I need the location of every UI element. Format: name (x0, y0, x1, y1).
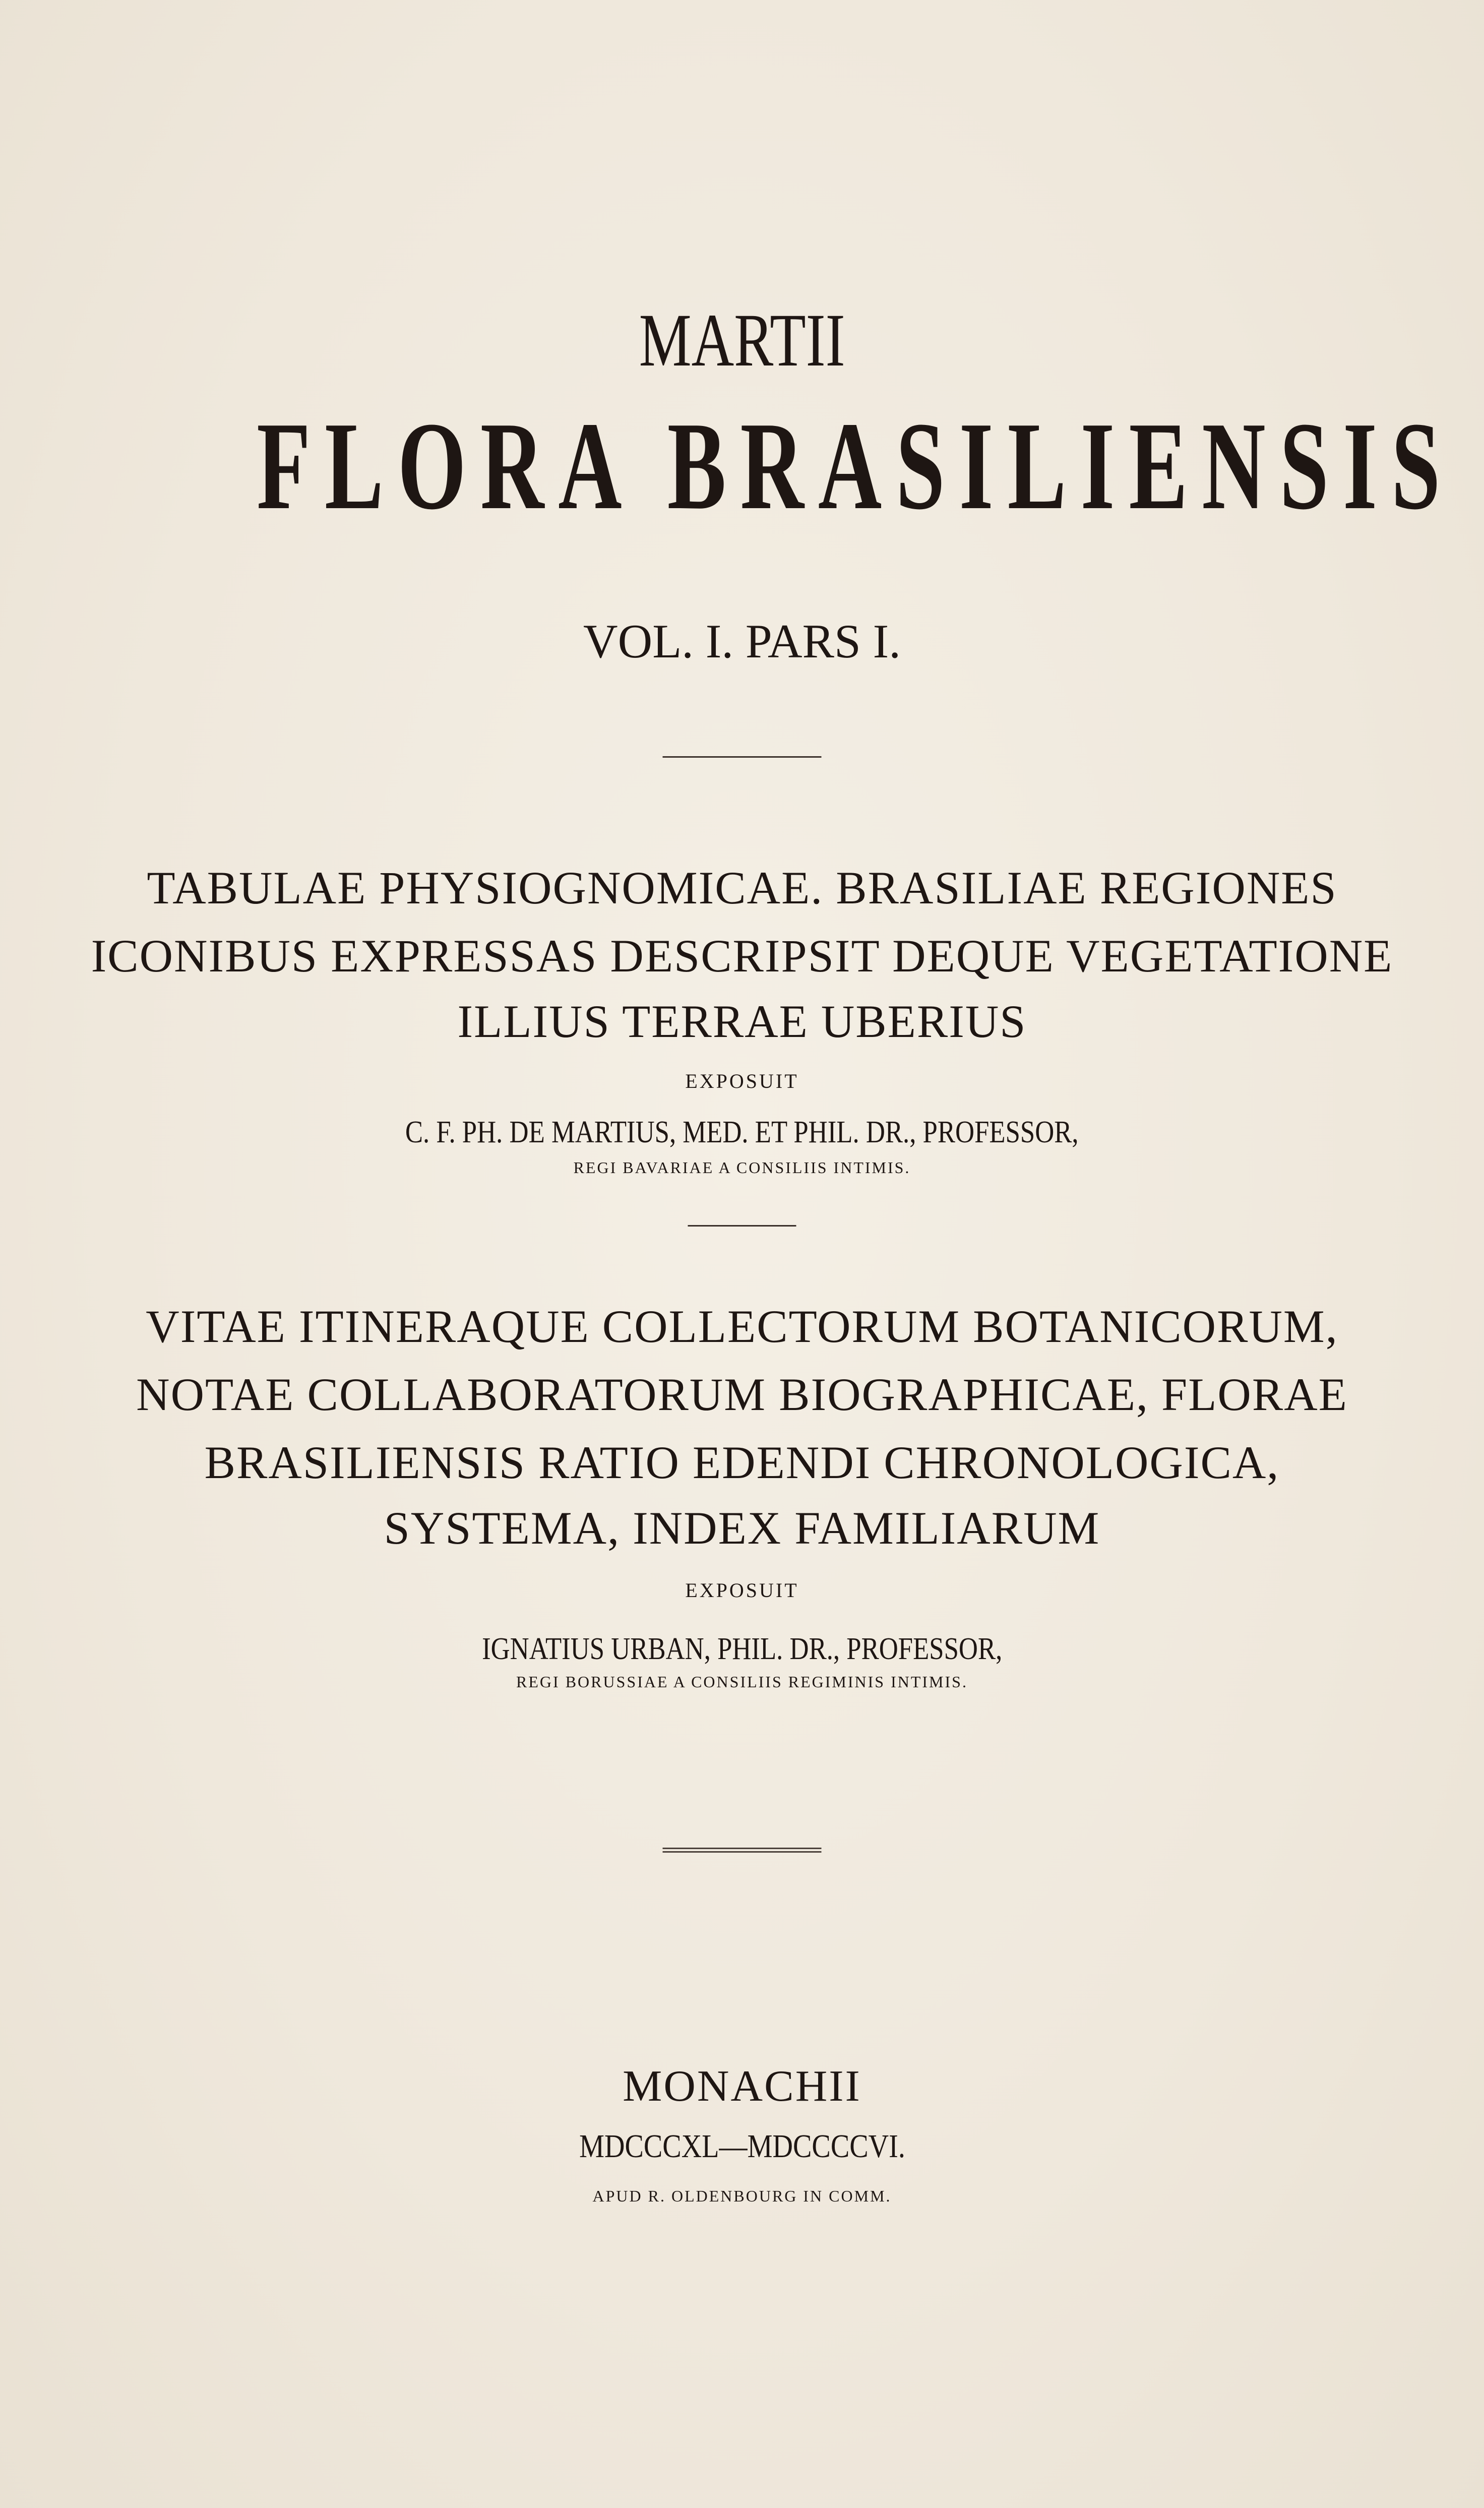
section1-title-line-2: ICONIBUS EXPRESSAS DESCRIPSIT DEQUE VEGETATIONE (91, 930, 1393, 982)
section1-author: C. F. PH. DE MARTIUS, MED. ET PHIL. DR., PROFESSOR, (405, 1115, 1079, 1149)
divider-3 (663, 1848, 822, 1853)
divider-1 (663, 756, 822, 758)
section2-title-line-2: NOTAE COLLABORATORUM BIOGRAPHICAE, FLORAE (136, 1369, 1348, 1420)
imprint-place: MONACHII (623, 2062, 861, 2111)
main-title: FLORA BRASILIENSIS (257, 396, 1455, 536)
section2-title-line-1: VITAE ITINERAQUE COLLECTORUM BOTANICORUM, (146, 1301, 1338, 1352)
section2-title-line-3: BRASILIENSIS RATIO EDENDI CHRONOLOGICA, (204, 1437, 1280, 1488)
author-heading: MARTII (639, 298, 845, 382)
volume-line: VOL. I. PARS I. (583, 615, 901, 668)
divider-2 (688, 1225, 796, 1227)
section2-affiliation: REGI BORUSSIAE A CONSILIIS REGIMINIS INTIMIS. (516, 1673, 968, 1691)
section1-exposuit: EXPOSUIT (685, 1070, 799, 1092)
imprint-years: MDCCCXL—MDCCCCVI. (579, 2128, 905, 2165)
section1-affiliation: REGI BAVARIAE A CONSILIIS INTIMIS. (573, 1158, 911, 1177)
section2-exposuit: EXPOSUIT (685, 1579, 799, 1602)
section1-title-line-1: TABULAE PHYSIOGNOMICAE. BRASILIAE REGIONES (147, 862, 1337, 913)
imprint-publisher: APUD R. OLDENBOURG IN COMM. (592, 2187, 892, 2205)
section2-title-line-4: SYSTEMA, INDEX FAMILIARUM (384, 1502, 1100, 1554)
section1-title-line-3: ILLIUS TERRAE UBERIUS (457, 996, 1027, 1047)
section2-author: IGNATIUS URBAN, PHIL. DR., PROFESSOR, (481, 1632, 1003, 1666)
